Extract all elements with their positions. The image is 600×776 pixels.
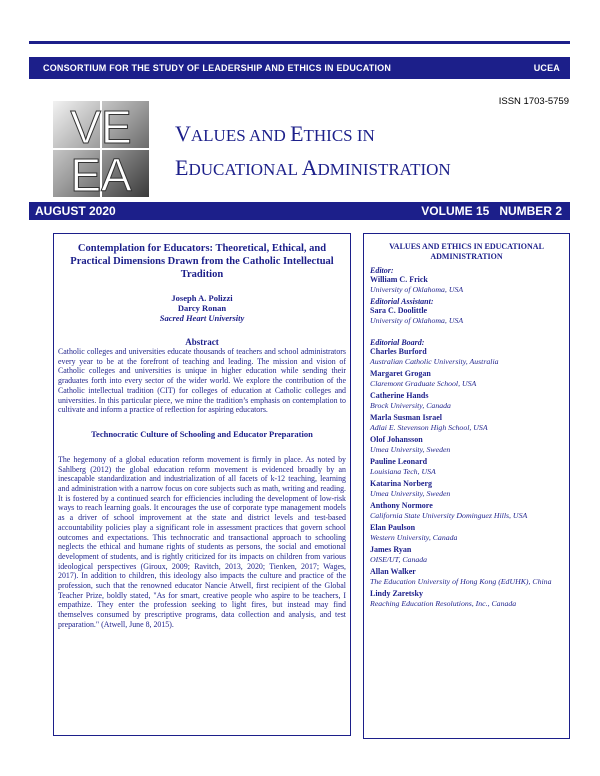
veea-logo [53,101,149,197]
board-member [370,457,563,476]
member-name: James Ryan [370,545,412,554]
board-member [370,347,563,366]
board-member [370,435,563,454]
member-affiliation: Louisiana Tech, USA [370,466,436,476]
abstract-heading: Abstract [185,337,219,347]
consortium-name: CONSORTIUM FOR THE STUDY OF LEADERSHIP AND ETHICS IN EDUCATION [43,63,392,73]
assistant-name: Sara C. Doolittle [370,306,428,315]
member-affiliation: Umea University, Sweden [370,488,451,498]
member-name: Elan Paulson [370,523,416,532]
author-2: Darcy Ronan [177,303,227,313]
member-name: Marla Susman Israel [370,413,442,422]
editor-label: Editor: [370,266,394,275]
title-part: DMINISTRATION [317,160,451,179]
member-name: Katarina Norberg [370,479,432,488]
title-letter: E [175,155,189,180]
article-title: Contemplation for Educators: Theoretical, Ethical, and Practical Dimensions Drawn from the Catholic Intellectual Tradition [70,243,334,280]
editorial-sidebar [363,233,570,739]
member-name: Anthony Normore [370,501,433,510]
journal-title [175,118,565,186]
member-affiliation: OISE/UT, Canada [370,554,428,564]
author-1: Joseph A. Polizzi [171,293,233,303]
title-letter: V [175,121,191,146]
board-member [370,589,563,608]
member-name: Pauline Leonard [370,457,428,466]
ucea-label: UCEA [533,63,560,73]
issue-volume: VOLUME 15 NUMBER 2 [421,204,562,218]
member-name: Allan Walker [370,567,416,576]
board-member [370,479,563,498]
member-name: Catherine Hands [370,391,429,400]
abstract-text: Catholic colleges and universities educate thousands of teachers and school administrators every year to be at the forefront of teaching and leading. The mission and vision of Catholic colleges and universities is unique in higher education while sending their graduates forth into every sector of the wider world. We explore the contribution of the Catholic intellectual tradition (CIT) for colleges of education at Catholic colleges and universities. In this particular piece, we mine the tradition’s emphasis on contemplation to cultivate and inform a practice of reflection for aspiring educators. [58,347,346,415]
editor-name: William C. Frick [370,275,428,284]
member-name: Olof Johansson [370,435,423,444]
editor-affiliation: University of Oklahoma, USA [370,284,464,294]
board-member [370,369,563,388]
board-member [370,523,563,542]
title-part: DUCATIONAL [188,160,302,179]
title-letter: E [290,121,304,146]
issn: ISSN 1703-5759 [498,96,569,107]
logo-text-top: VE [70,101,132,153]
board-list [370,347,563,608]
member-affiliation: California State University Dominguez Hills, USA [370,510,528,520]
section-heading: Technocratic Culture of Schooling and Educator Preparation [91,428,313,439]
sidebar-title: VALUES AND ETHICS IN EDUCATIONAL ADMINISTRATION [389,242,544,261]
member-name: Margaret Grogan [370,369,431,378]
member-affiliation: Claremont Graduate School, USA [370,378,477,388]
member-name: Lindy Zaretsky [370,589,423,598]
board-member [370,501,563,520]
member-affiliation: The Education University of Hong Kong (EdUHK), China [370,576,552,586]
assistant-label: Editorial Assistant: [370,297,434,306]
board-member [370,413,563,432]
assistant-affiliation: University of Oklahoma, USA [370,315,464,325]
title-part: ALUES AND [190,126,291,145]
issue-date: AUGUST 2020 [35,204,116,218]
top-rule [29,41,570,44]
member-affiliation: Brock University, Canada [370,400,451,410]
body-text: The hegemony of a global education reform movement is firmly in place. As noted by Sahlberg (2012) the global education reform movement is evidenced broadly by an inescapable standardization and industrialization of all facets of k-12 teaching, learning and administration with a narrow focus on core subjects such as math, writing and reading. It is fostered by a continued search for efficiencies including the development of low-risk ways to reach learning goals. It encourages the use of corporate type management models as a driver of school improvement at the state and district levels and test-based accountability policies play a significant role in assessment practices that govern school outcomes and expectations. This technocratic and transactional approach to schooling neglects the ethical and humane rights of students as persons, the social and emotional development of students, and is rightly criticized for its impacts on children from various ideological perspectives (Giroux, 2009; Ravitch, 2013, 2020; Tienken, 2017; Wages, 2017). In addition to children, this ideology also impacts the culture and practice of the profession, such that the renowned educator Nancie Atwell, first recipient of the Global Teacher Prize, boldly stated, "As for smart, creative people who aspire to be teachers, I empathize. They enter the profession seeking to light fires, but instead may find themselves consumed by prescriptive programs, data collection and analysis, and test preparation." (Atwell, June 8, 2015). [58,454,346,629]
member-affiliation: Western University, Canada [370,532,458,542]
member-name: Charles Burford [370,347,427,356]
issue-bar [29,202,570,220]
author-affiliation: Sacred Heart University [159,313,245,323]
consortium-banner [29,57,570,79]
member-affiliation: Umea University, Sweden [370,444,451,454]
article-box [53,233,351,736]
member-affiliation: Australian Catholic University, Australia [370,356,499,366]
member-affiliation: Adlai E. Stevenson High School, USA [370,422,488,432]
title-letter: A [301,155,318,180]
member-affiliation: Reaching Education Resolutions, Inc., Canada [370,598,517,608]
board-label: Editorial Board: [370,338,425,347]
board-member [370,567,563,586]
logo-text-bottom: EA [70,149,132,197]
board-member [370,545,563,564]
board-member [370,391,563,410]
title-part: THICS IN [303,126,375,145]
